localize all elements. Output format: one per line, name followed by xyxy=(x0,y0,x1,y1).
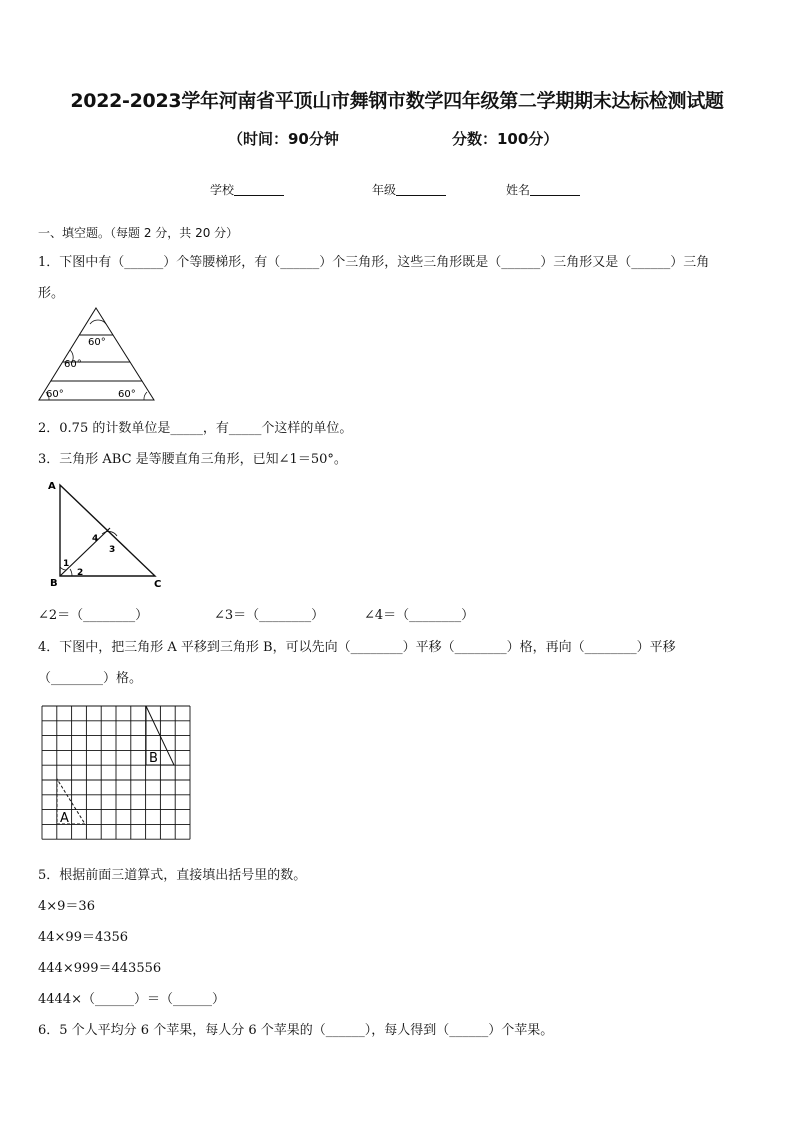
q3-text: 3．三角形 ABC 是等腰直角三角形，已知∠1＝50°。 xyxy=(38,452,347,467)
bottom-right-arc xyxy=(144,392,147,400)
q5-text: 5．根据前面三道算式，直接填出括号里的数。 xyxy=(38,868,307,883)
angle-label-3: 60° xyxy=(46,389,64,400)
q6-text: 6．5 个人平均分 6 个苹果，每人分 6 个苹果的（______），每人得到（______）个苹果。 xyxy=(38,1023,554,1038)
q2-text: 2．0.75 的计数单位是_____，有_____个这样的单位。 xyxy=(38,421,353,436)
q3-answer-4[interactable]: ∠4＝（________） xyxy=(364,608,475,623)
q5-eq2: 44×99＝4356 xyxy=(38,930,129,945)
school-field xyxy=(210,181,284,198)
exam-score: 分数：100分） xyxy=(452,130,559,148)
triangle-a-label: A xyxy=(60,811,69,826)
grade-blank[interactable] xyxy=(396,182,446,196)
angle-label-1: 60° xyxy=(88,337,106,348)
section-heading: 一、填空题。（每题 2 分，共 20 分） xyxy=(38,226,239,240)
angle-4-label: 4 xyxy=(92,534,99,544)
q4-grid-figure xyxy=(38,702,194,844)
q3-answer-3[interactable]: ∠3＝（________） xyxy=(214,608,325,623)
q1-line1: 1．下图中有（______）个等腰梯形，有（______）个三角形，这些三角形既是（______）三角形又是（______）三角 xyxy=(38,255,710,270)
school-label: 学校 xyxy=(210,183,235,197)
big-triangle xyxy=(39,308,154,400)
name-blank[interactable] xyxy=(530,182,580,196)
angle-label-2: 60° xyxy=(64,359,82,370)
grade-label: 年级 xyxy=(372,183,397,197)
q1-line2: 形。 xyxy=(38,286,65,301)
vertex-c-label: C xyxy=(154,579,162,590)
q5-eq4[interactable]: 4444×（______）＝（______） xyxy=(38,992,225,1007)
angle-2-arc xyxy=(70,569,72,576)
q3-triangle-figure xyxy=(44,476,166,592)
vertex-a-label: A xyxy=(48,481,56,492)
q5-eq1: 4×9＝36 xyxy=(38,899,95,914)
q4-line2: （________）格。 xyxy=(38,671,143,686)
angle-label-4: 60° xyxy=(118,389,136,400)
q5-eq3: 444×999＝443556 xyxy=(38,961,162,976)
school-blank[interactable] xyxy=(234,182,284,196)
angle-3-label: 3 xyxy=(109,545,116,555)
grade-field xyxy=(372,181,446,198)
name-field xyxy=(506,181,580,198)
angle-2-label: 2 xyxy=(77,568,84,578)
q1-triangle-figure xyxy=(36,305,158,405)
exam-time: （时间：90分钟 xyxy=(228,130,339,148)
vertex-b-label: B xyxy=(50,578,58,589)
q3-answer-2[interactable]: ∠2＝（________） xyxy=(38,608,149,623)
page-title: 2022-2023学年河南省平顶山市舞钢市数学四年级第二学期期末达标检测试题 xyxy=(70,90,724,112)
angle-1-label: 1 xyxy=(63,559,70,569)
triangle-b-label: B xyxy=(149,751,158,766)
q4-line1: 4．下图中，把三角形 A 平移到三角形 B，可以先向（________）平移（________）格，再向（________）平移 xyxy=(38,640,676,655)
name-label: 姓名 xyxy=(506,183,531,197)
